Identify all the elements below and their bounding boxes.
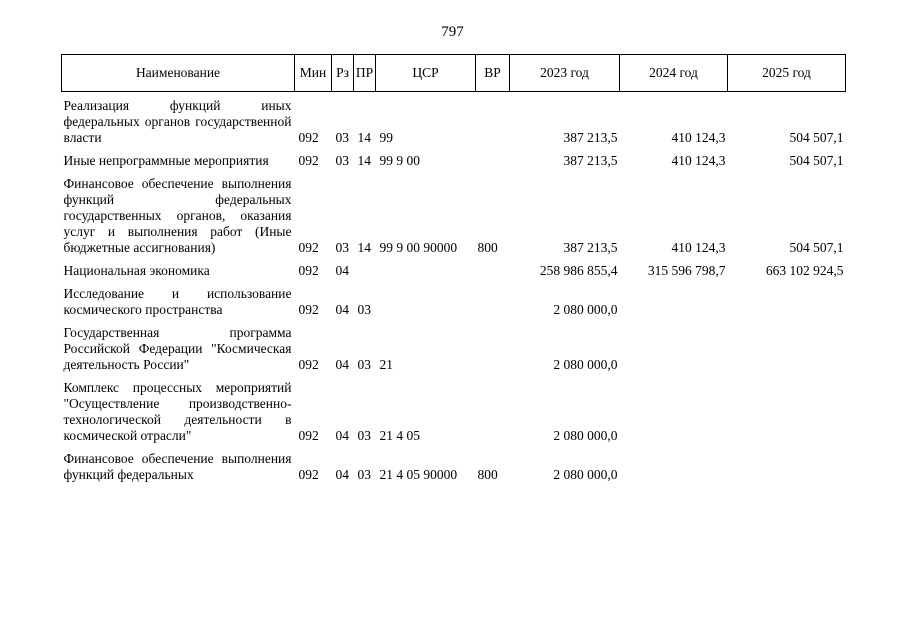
- row-2025: [728, 321, 846, 376]
- row-2025: [728, 376, 846, 447]
- row-rz: 04: [335, 357, 349, 372]
- row-vr: [476, 376, 510, 447]
- row-pr: 03: [357, 302, 371, 317]
- row-2024: [620, 376, 728, 447]
- header-pr: ПР: [354, 55, 376, 92]
- header-rz: Рз: [332, 55, 354, 92]
- row-min: 092: [298, 130, 319, 145]
- row-2025: [728, 282, 846, 321]
- row-rz: 03: [335, 240, 349, 255]
- header-name: Наименование: [62, 55, 295, 92]
- row-name: Иные непрограммные мероприятия: [63, 153, 269, 168]
- row-name: Финансовое обеспечение выполнения функций федеральных: [63, 451, 292, 482]
- row-2024: 315 596 798,7: [647, 263, 726, 278]
- row-name: Исследование и использование космического пространства: [63, 286, 292, 317]
- row-2024: 410 124,3: [671, 130, 726, 145]
- row-2025: 504 507,1: [789, 153, 844, 168]
- table-header-row: [62, 55, 846, 92]
- row-name: Национальная экономика: [63, 263, 210, 278]
- row-min: 092: [298, 240, 319, 255]
- row-pr: 03: [357, 357, 371, 372]
- row-csr: 99 9 00 90000: [379, 240, 458, 255]
- header-min: Мин: [295, 55, 332, 92]
- row-pr: 14: [357, 153, 371, 168]
- row-2024: [620, 321, 728, 376]
- row-2024: [620, 447, 728, 486]
- table-row: [62, 172, 846, 259]
- row-rz: 03: [335, 153, 349, 168]
- row-2023: 387 213,5: [563, 153, 618, 168]
- table-row: [62, 376, 846, 447]
- table-row: [62, 282, 846, 321]
- row-pr: 03: [357, 467, 371, 482]
- row-csr: 21 4 05: [379, 428, 420, 443]
- row-min: 092: [298, 153, 319, 168]
- row-vr: [476, 149, 510, 172]
- row-vr: [476, 321, 510, 376]
- table-row: [62, 321, 846, 376]
- row-vr: [476, 92, 510, 150]
- row-pr: 14: [357, 130, 371, 145]
- header-2025: 2025 год: [728, 55, 846, 92]
- table-row: [62, 447, 846, 486]
- row-vr: [476, 259, 510, 282]
- row-name: Финансовое обеспечение выполнения функций федеральных государственных органов, оказания услуг и выполнения работ (Иные бюджетные ассигнования): [63, 176, 292, 255]
- row-2024: 410 124,3: [671, 240, 726, 255]
- row-rz: 03: [335, 130, 349, 145]
- table-row: [62, 92, 846, 150]
- row-name: Государственная программа Российской Федерации "Космическая деятельность России": [63, 325, 292, 372]
- row-rz: 04: [335, 302, 349, 317]
- row-name: Реализация функций иных федеральных органов государственной власти: [63, 98, 292, 145]
- row-vr: 800: [477, 467, 498, 482]
- row-min: 092: [298, 263, 319, 278]
- row-pr: [354, 259, 376, 282]
- row-2023: 2 080 000,0: [553, 302, 618, 317]
- row-2023: 387 213,5: [563, 130, 618, 145]
- row-rz: 04: [335, 467, 349, 482]
- table-row: [62, 149, 846, 172]
- row-min: 092: [298, 357, 319, 372]
- header-2023: 2023 год: [510, 55, 620, 92]
- row-2023: 387 213,5: [563, 240, 618, 255]
- row-csr: [376, 259, 476, 282]
- header-vr: ВР: [476, 55, 510, 92]
- row-vr: [476, 282, 510, 321]
- row-csr: [376, 282, 476, 321]
- row-vr: 800: [477, 240, 498, 255]
- row-2025: 663 102 924,5: [765, 263, 844, 278]
- row-2024: [620, 282, 728, 321]
- row-2024: 410 124,3: [671, 153, 726, 168]
- row-2025: 504 507,1: [789, 130, 844, 145]
- row-csr: 21: [379, 357, 393, 372]
- row-rz: 04: [335, 263, 349, 278]
- row-csr: 21 4 05 90000: [379, 467, 458, 482]
- row-csr: 99: [379, 130, 393, 145]
- row-2023: 2 080 000,0: [553, 467, 618, 482]
- row-csr: 99 9 00: [379, 153, 420, 168]
- row-2023: 2 080 000,0: [553, 357, 618, 372]
- header-csr: ЦСР: [376, 55, 476, 92]
- budget-table: [61, 54, 846, 486]
- row-min: 092: [298, 428, 319, 443]
- row-2025: 504 507,1: [789, 240, 844, 255]
- row-2023: 2 080 000,0: [553, 428, 618, 443]
- row-min: 092: [298, 302, 319, 317]
- table-row: [62, 259, 846, 282]
- page-number: 797: [441, 24, 464, 40]
- row-name: Комплекс процессных мероприятий "Осуществление производственно-технологической деятельности в космической отрасли": [63, 380, 292, 443]
- row-pr: 03: [357, 428, 371, 443]
- row-pr: 14: [357, 240, 371, 255]
- row-min: 092: [298, 467, 319, 482]
- row-2025: [728, 447, 846, 486]
- row-2023: 258 986 855,4: [539, 263, 618, 278]
- header-2024: 2024 год: [620, 55, 728, 92]
- row-rz: 04: [335, 428, 349, 443]
